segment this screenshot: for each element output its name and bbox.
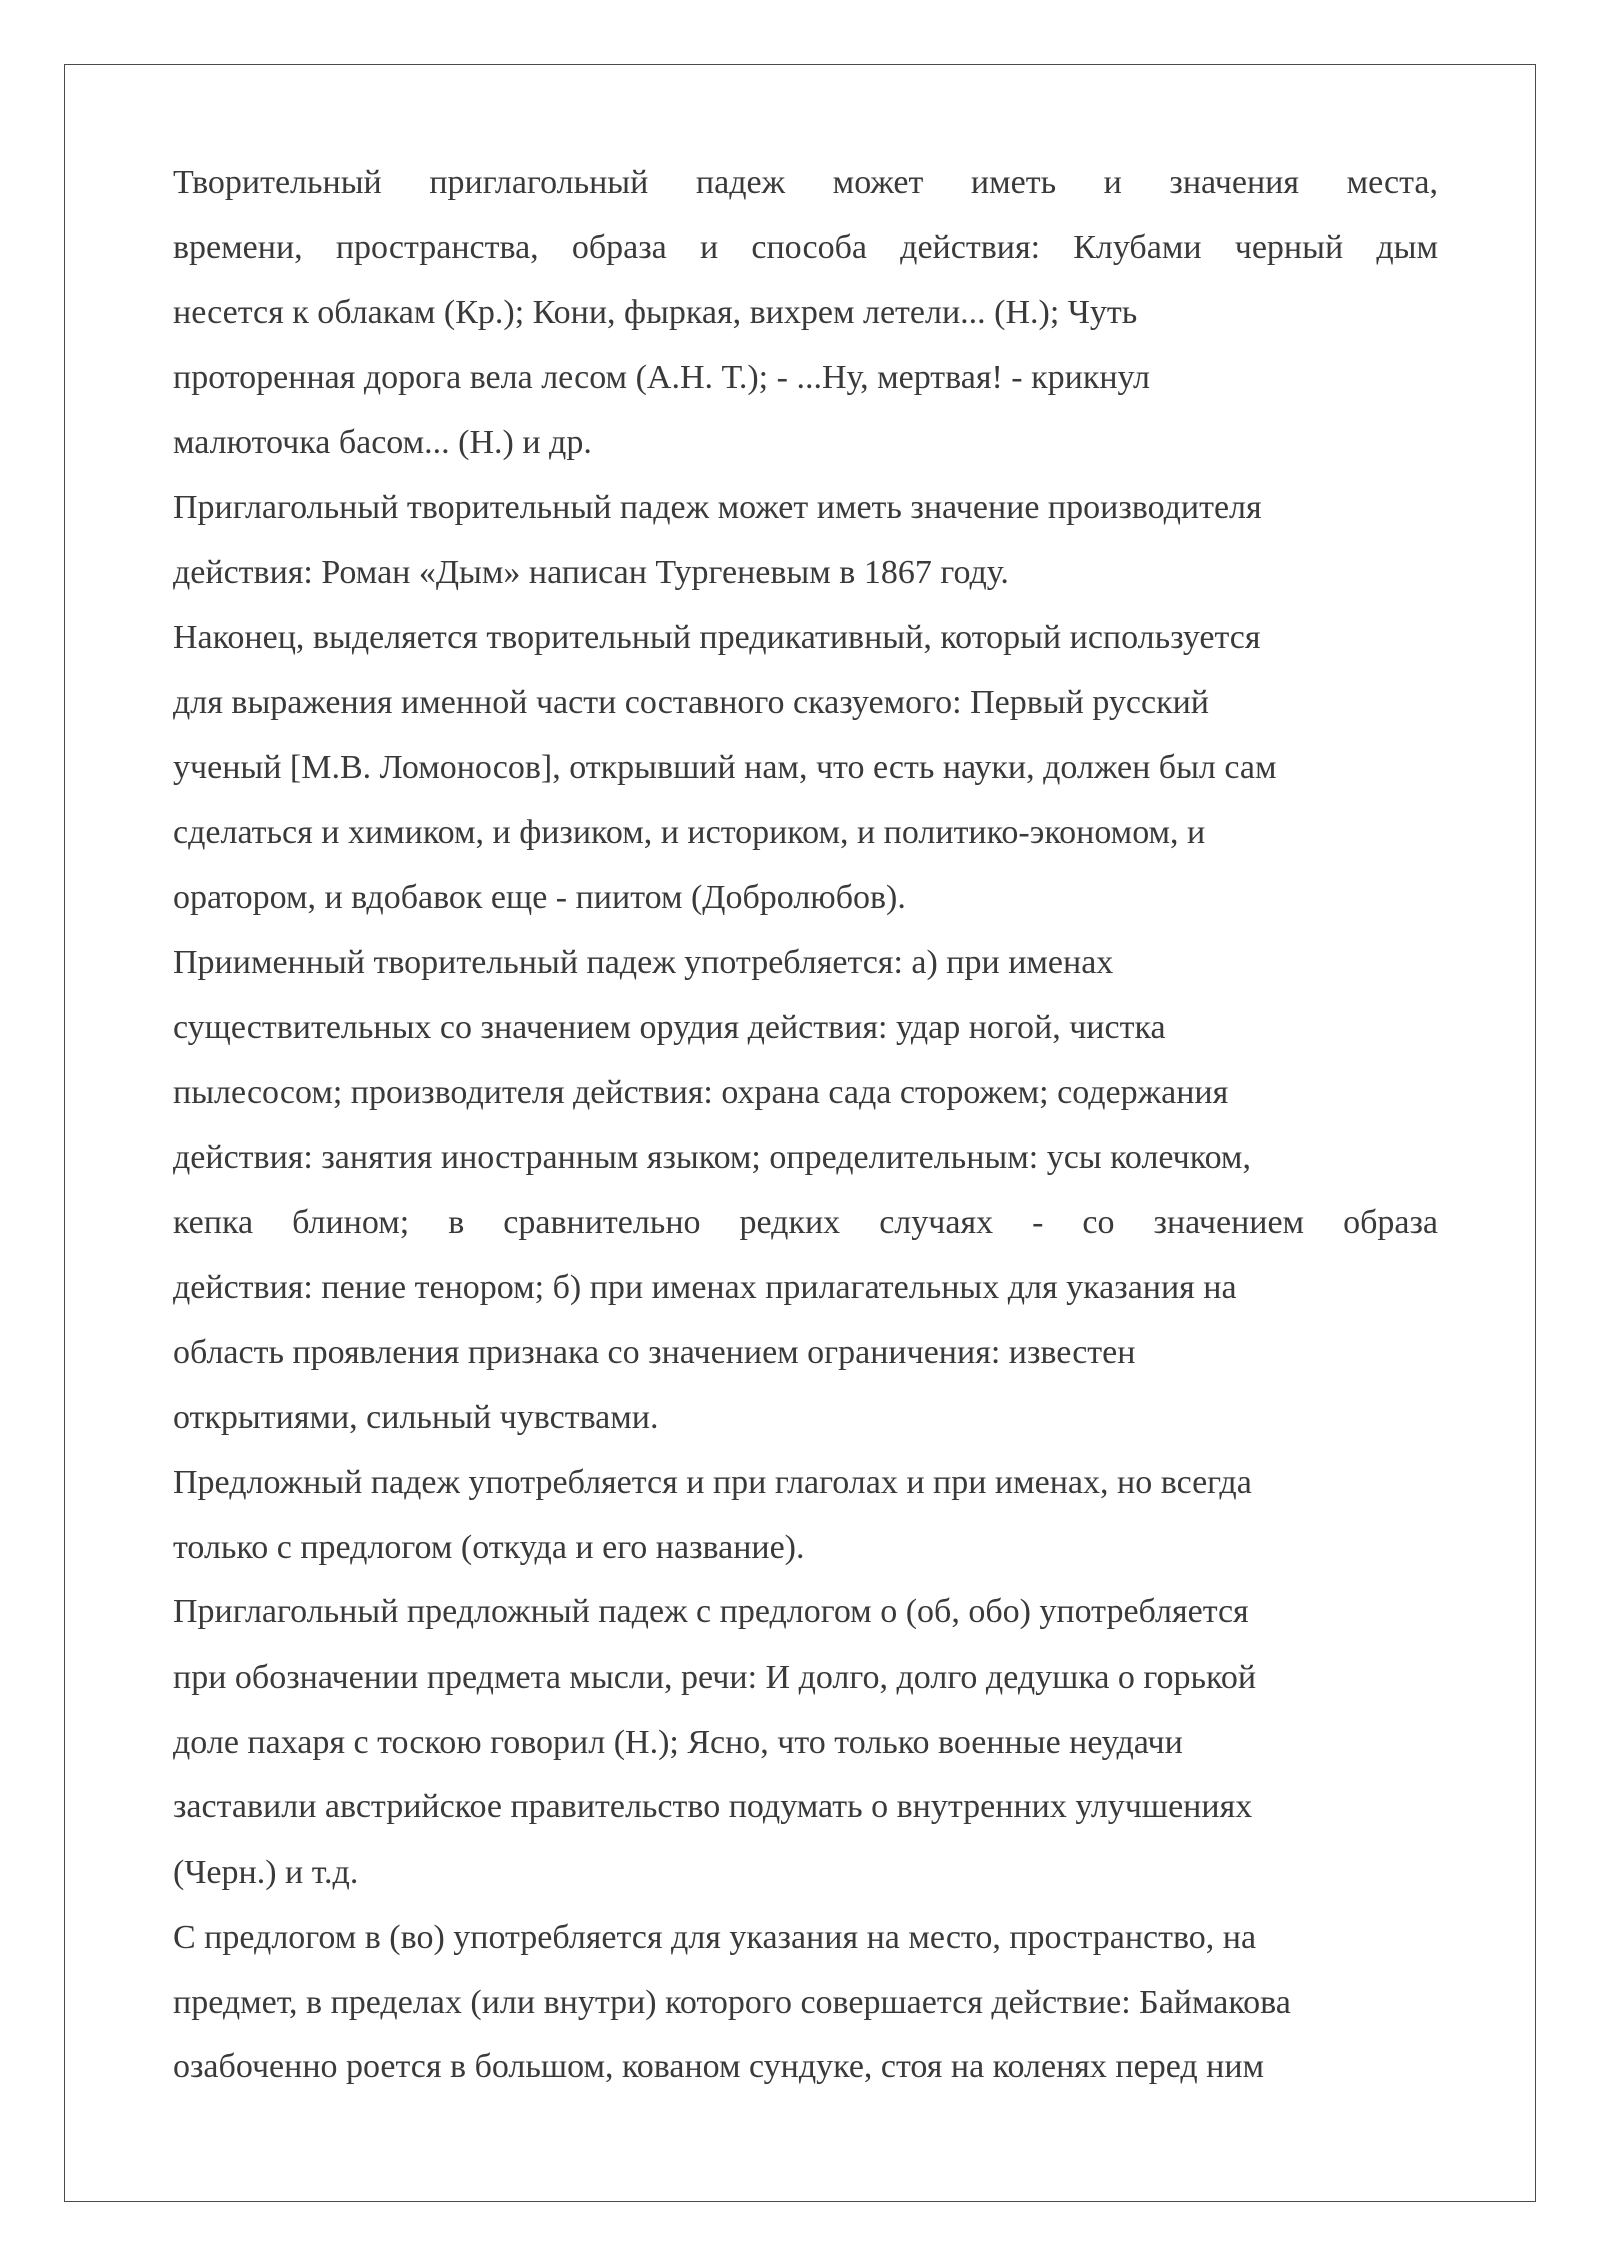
text-line: заставили австрийское правительство подумать о внутренних улучшениях [173,1788,1253,1825]
text-line: (Черн.) и т.д. [173,1854,359,1891]
text-line: С предлогом в (во) употребляется для указания на место, пространство, на [173,1919,1257,1956]
text-line: открытиями, сильный чувствами. [173,1399,659,1436]
text-line: Приименный творительный падеж употребляется: а) при именах [173,944,1114,981]
text-line: предмет, в пределах (или внутри) которого совершается действие: Баймакова [173,1984,1291,2021]
text-line: действия: занятия иностранным языком; определительным: усы колечком, [173,1139,1251,1176]
text-line: для выражения именной части составного сказуемого: Первый русский [173,684,1210,721]
text-line: только с предлогом (откуда и его название). [173,1529,805,1566]
text-line: малюточка басом... (Н.) и др. [173,424,592,461]
text-line: озабоченно роется в большом, кованом сундуке, стоя на коленях перед ним [173,2048,1265,2085]
document-body [173,150,1438,2123]
text-line: Предложный падеж употребляется и при глаголах и при именах, но всегда [173,1464,1252,1501]
text-line: доле пахаря с тоскою говорил (Н.); Ясно, что только военные неудачи [173,1724,1183,1761]
text-line: Приглагольный творительный падеж может иметь значение производителя [173,489,1262,526]
text-line: область проявления признака со значением ограничения: известен [173,1334,1136,1371]
text-line: сделаться и химиком, и физиком, и историком, и политико-экономом, и [173,814,1206,851]
text-line: пылесосом; производителя действия: охрана сада сторожем; содержания [173,1074,1229,1111]
text-line: ученый [М.В. Ломоносов], открывший нам, что есть науки, должен был сам [173,749,1277,786]
text-line: действия: пение тенором; б) при именах прилагательных для указания на [173,1269,1237,1306]
text-line: Наконец, выделяется творительный предикативный, который используется [173,619,1261,656]
text-line: Приглагольный предложный падеж с предлогом о (об, обо) употребляется [173,1593,1249,1630]
text-line: оратором, и вдобавок еще - пиитом (Добролюбов). [173,879,906,916]
text-line: существительных со значением орудия действия: удар ногой, чистка [173,1009,1166,1046]
text-line: при обозначении предмета мысли, речи: И долго, долго дедушка о горькой [173,1659,1257,1696]
text-line: проторенная дорога вела лесом (А.Н. Т.); - ...Ну, мертвая! - крикнул [173,359,1151,396]
text-line: Творительный приглагольный падеж может иметь и значения места, [173,164,1438,201]
text-line: несется к облакам (Кр.); Кони, фыркая, вихрем летели... (Н.); Чуть [173,294,1138,331]
text-line: действия: Роман «Дым» написан Тургеневым в 1867 году. [173,554,1009,591]
text-line: кепка блином; в сравнительно редких случаях - со значением образа [173,1204,1438,1241]
text-line: времени, пространства, образа и способа действия: Клубами черный дым [173,229,1438,266]
